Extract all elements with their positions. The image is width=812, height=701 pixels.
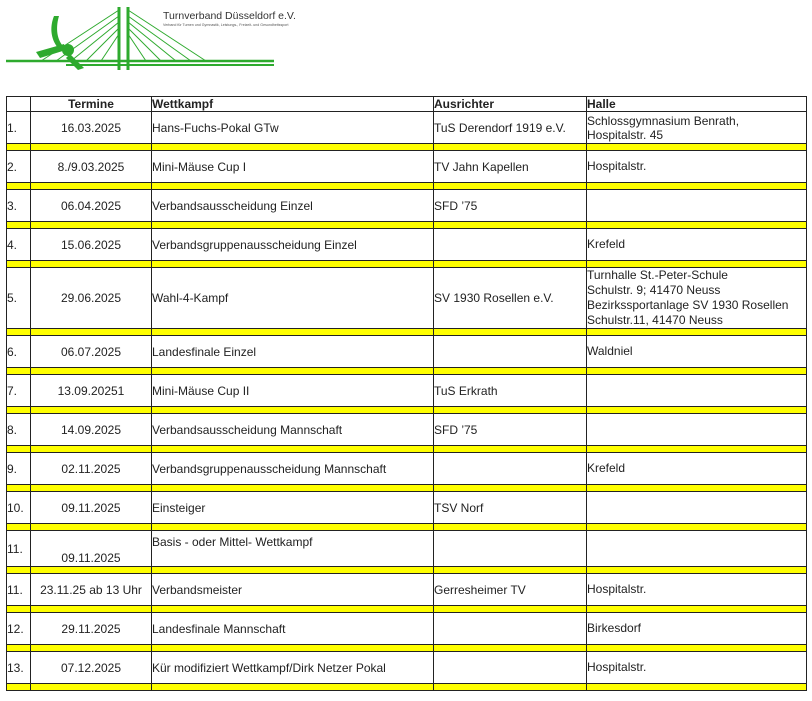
competition-schedule-table [6, 96, 807, 691]
venue-line: Schulstr.11, 41470 Neuss [587, 313, 723, 327]
table-row [7, 574, 807, 606]
row-venue [587, 453, 807, 485]
table-row [7, 613, 807, 645]
separator-cell [31, 183, 152, 190]
row-organizer: SFD ’75 [434, 190, 587, 222]
venue-line: Schlossgymnasium Benrath, [587, 113, 740, 128]
separator-cell [7, 567, 31, 574]
separator-cell [434, 485, 587, 492]
separator-cell [152, 645, 434, 652]
row-organizer: Gerresheimer TV [434, 574, 587, 606]
separator-cell [7, 222, 31, 229]
separator-cell [7, 183, 31, 190]
separator-cell [152, 407, 434, 414]
row-venue [587, 229, 807, 261]
row-competition: Einsteiger [152, 492, 434, 524]
separator-cell [7, 606, 31, 613]
row-number: 12. [7, 613, 31, 645]
separator-cell [152, 183, 434, 190]
row-number: 13. [7, 652, 31, 684]
table-row [7, 112, 807, 144]
separator-row [7, 524, 807, 531]
separator-row [7, 222, 807, 229]
separator-cell [152, 222, 434, 229]
separator-cell [152, 485, 434, 492]
row-number: 2. [7, 151, 31, 183]
row-date: 09.11.2025 [31, 492, 152, 524]
table-row [7, 531, 807, 567]
row-number: 7. [7, 375, 31, 407]
logo-subtitle: Verband für Turnen und Gymnastik, Leistungs-, Freizeit- und Gesundheitssport [163, 23, 289, 27]
separator-cell [152, 368, 434, 375]
separator-row [7, 183, 807, 190]
row-number: 9. [7, 453, 31, 485]
row-venue [587, 414, 807, 446]
separator-cell [31, 222, 152, 229]
row-competition: Mini-Mäuse Cup II [152, 375, 434, 407]
row-number: 11. [7, 574, 31, 606]
separator-cell [587, 645, 807, 652]
separator-cell [152, 567, 434, 574]
separator-cell [587, 485, 807, 492]
separator-cell [152, 524, 434, 531]
row-competition: Landesfinale Einzel [152, 336, 434, 368]
table-row [7, 492, 807, 524]
separator-cell [434, 567, 587, 574]
separator-cell [434, 261, 587, 268]
separator-cell [434, 183, 587, 190]
separator-cell [31, 567, 152, 574]
row-organizer [434, 613, 587, 645]
separator-cell [587, 446, 807, 453]
venue-line: Bezirkssportanlage SV 1930 Rosellen [587, 298, 789, 312]
row-competition: Verbandsgruppenausscheidung Mannschaft [152, 453, 434, 485]
row-date: 23.11.25 ab 13 Uhr [31, 574, 152, 606]
separator-cell [31, 329, 152, 336]
row-number: 10. [7, 492, 31, 524]
row-organizer: SFD ’75 [434, 414, 587, 446]
separator-cell [31, 606, 152, 613]
row-organizer: TV Jahn Kapellen [434, 151, 587, 183]
separator-cell [434, 645, 587, 652]
separator-cell [31, 144, 152, 151]
separator-cell [152, 446, 434, 453]
row-venue [587, 190, 807, 222]
row-organizer: TSV Norf [434, 492, 587, 524]
header-ausrichter: Ausrichter [434, 97, 587, 112]
separator-cell [7, 368, 31, 375]
row-organizer [434, 453, 587, 485]
table-row [7, 375, 807, 407]
separator-row [7, 645, 807, 652]
separator-cell [587, 684, 807, 691]
venue-line: Hospitalstr. 45 [587, 127, 664, 142]
venue-line: Waldniel [587, 344, 633, 358]
separator-row [7, 368, 807, 375]
row-competition: Basis - oder Mittel- Wettkampf [152, 531, 434, 567]
separator-cell [587, 329, 807, 336]
row-venue [587, 112, 807, 144]
row-date: 29.11.2025 [31, 613, 152, 645]
turnverband-logo [6, 4, 296, 70]
separator-row [7, 144, 807, 151]
row-organizer: TuS Derendorf 1919 e.V. [434, 112, 587, 144]
separator-cell [587, 183, 807, 190]
separator-cell [152, 606, 434, 613]
row-date: 8./9.03.2025 [31, 151, 152, 183]
row-date: 13.09.20251 [31, 375, 152, 407]
row-competition: Kür modifiziert Wettkampf/Dirk Netzer Pokal [152, 652, 434, 684]
separator-row [7, 446, 807, 453]
venue-line: Turnhalle St.-Peter-Schule [587, 268, 728, 282]
separator-cell [434, 684, 587, 691]
row-organizer [434, 652, 587, 684]
table-row [7, 336, 807, 368]
separator-cell [587, 524, 807, 531]
table-row [7, 190, 807, 222]
row-number: 5. [7, 268, 31, 329]
separator-cell [7, 485, 31, 492]
row-organizer [434, 531, 587, 567]
separator-cell [587, 222, 807, 229]
venue-line: Schulstr. 9; 41470 Neuss [587, 283, 721, 297]
row-venue [587, 574, 807, 606]
row-competition: Verbandsmeister [152, 574, 434, 606]
separator-cell [31, 485, 152, 492]
table-row [7, 414, 807, 446]
separator-cell [7, 261, 31, 268]
venue-line: Hospitalstr. [587, 582, 647, 596]
separator-cell [434, 329, 587, 336]
header-halle: Halle [587, 97, 807, 112]
separator-cell [152, 144, 434, 151]
separator-cell [434, 144, 587, 151]
separator-cell [7, 645, 31, 652]
row-number: 4. [7, 229, 31, 261]
row-competition: Mini-Mäuse Cup I [152, 151, 434, 183]
separator-cell [587, 261, 807, 268]
row-organizer [434, 229, 587, 261]
separator-cell [31, 524, 152, 531]
row-venue [587, 492, 807, 524]
table-row [7, 229, 807, 261]
table-header-row [7, 97, 807, 112]
table-row [7, 268, 807, 329]
row-venue [587, 652, 807, 684]
separator-row [7, 684, 807, 691]
separator-cell [31, 446, 152, 453]
separator-cell [7, 446, 31, 453]
header-termine: Termine [31, 97, 152, 112]
row-venue [587, 151, 807, 183]
row-date: 29.06.2025 [31, 268, 152, 329]
separator-cell [31, 407, 152, 414]
row-competition: Hans-Fuchs-Pokal GTw [152, 112, 434, 144]
logo-title: Turnverband Düsseldorf e.V. [163, 10, 296, 22]
row-date: 15.06.2025 [31, 229, 152, 261]
row-venue [587, 268, 807, 329]
separator-cell [152, 684, 434, 691]
separator-cell [434, 606, 587, 613]
separator-cell [31, 261, 152, 268]
separator-cell [587, 407, 807, 414]
row-date: 06.04.2025 [31, 190, 152, 222]
separator-cell [434, 222, 587, 229]
separator-cell [7, 329, 31, 336]
separator-row [7, 407, 807, 414]
venue-line: Hospitalstr. [587, 159, 647, 173]
row-date: 06.07.2025 [31, 336, 152, 368]
row-organizer [434, 336, 587, 368]
row-organizer: SV 1930 Rosellen e.V. [434, 268, 587, 329]
separator-cell [434, 446, 587, 453]
venue-line: Krefeld [587, 461, 626, 475]
row-number: 3. [7, 190, 31, 222]
header-number [7, 97, 31, 112]
separator-row [7, 261, 807, 268]
row-date: 09.11.2025 [31, 531, 152, 567]
separator-cell [7, 144, 31, 151]
row-date: 14.09.2025 [31, 414, 152, 446]
separator-cell [587, 606, 807, 613]
separator-cell [31, 645, 152, 652]
separator-cell [31, 684, 152, 691]
row-competition: Verbandsausscheidung Einzel [152, 190, 434, 222]
separator-cell [7, 407, 31, 414]
row-venue [587, 613, 807, 645]
row-competition: Landesfinale Mannschaft [152, 613, 434, 645]
separator-row [7, 606, 807, 613]
venue-line: Hospitalstr. [587, 660, 647, 674]
row-number: 8. [7, 414, 31, 446]
header-wettkampf: Wettkampf [152, 97, 434, 112]
separator-cell [152, 261, 434, 268]
table-row [7, 652, 807, 684]
row-number: 11. [7, 531, 31, 567]
separator-cell [434, 407, 587, 414]
separator-cell [7, 684, 31, 691]
venue-line: Birkesdorf [587, 621, 642, 635]
separator-cell [7, 524, 31, 531]
table-row [7, 151, 807, 183]
row-competition: Wahl-4-Kampf [152, 268, 434, 329]
table-row [7, 453, 807, 485]
separator-cell [587, 368, 807, 375]
row-organizer: TuS Erkrath [434, 375, 587, 407]
row-competition: Verbandsausscheidung Mannschaft [152, 414, 434, 446]
separator-cell [434, 368, 587, 375]
row-venue [587, 531, 807, 567]
separator-cell [587, 567, 807, 574]
separator-row [7, 329, 807, 336]
separator-row [7, 567, 807, 574]
separator-cell [434, 524, 587, 531]
row-date: 16.03.2025 [31, 112, 152, 144]
separator-cell [31, 368, 152, 375]
row-date: 07.12.2025 [31, 652, 152, 684]
row-competition: Verbandsgruppenausscheidung Einzel [152, 229, 434, 261]
separator-cell [587, 144, 807, 151]
row-date: 02.11.2025 [31, 453, 152, 485]
row-number: 1. [7, 112, 31, 144]
venue-line: Krefeld [587, 237, 626, 251]
row-venue [587, 375, 807, 407]
separator-cell [152, 329, 434, 336]
row-number: 6. [7, 336, 31, 368]
row-venue [587, 336, 807, 368]
separator-row [7, 485, 807, 492]
